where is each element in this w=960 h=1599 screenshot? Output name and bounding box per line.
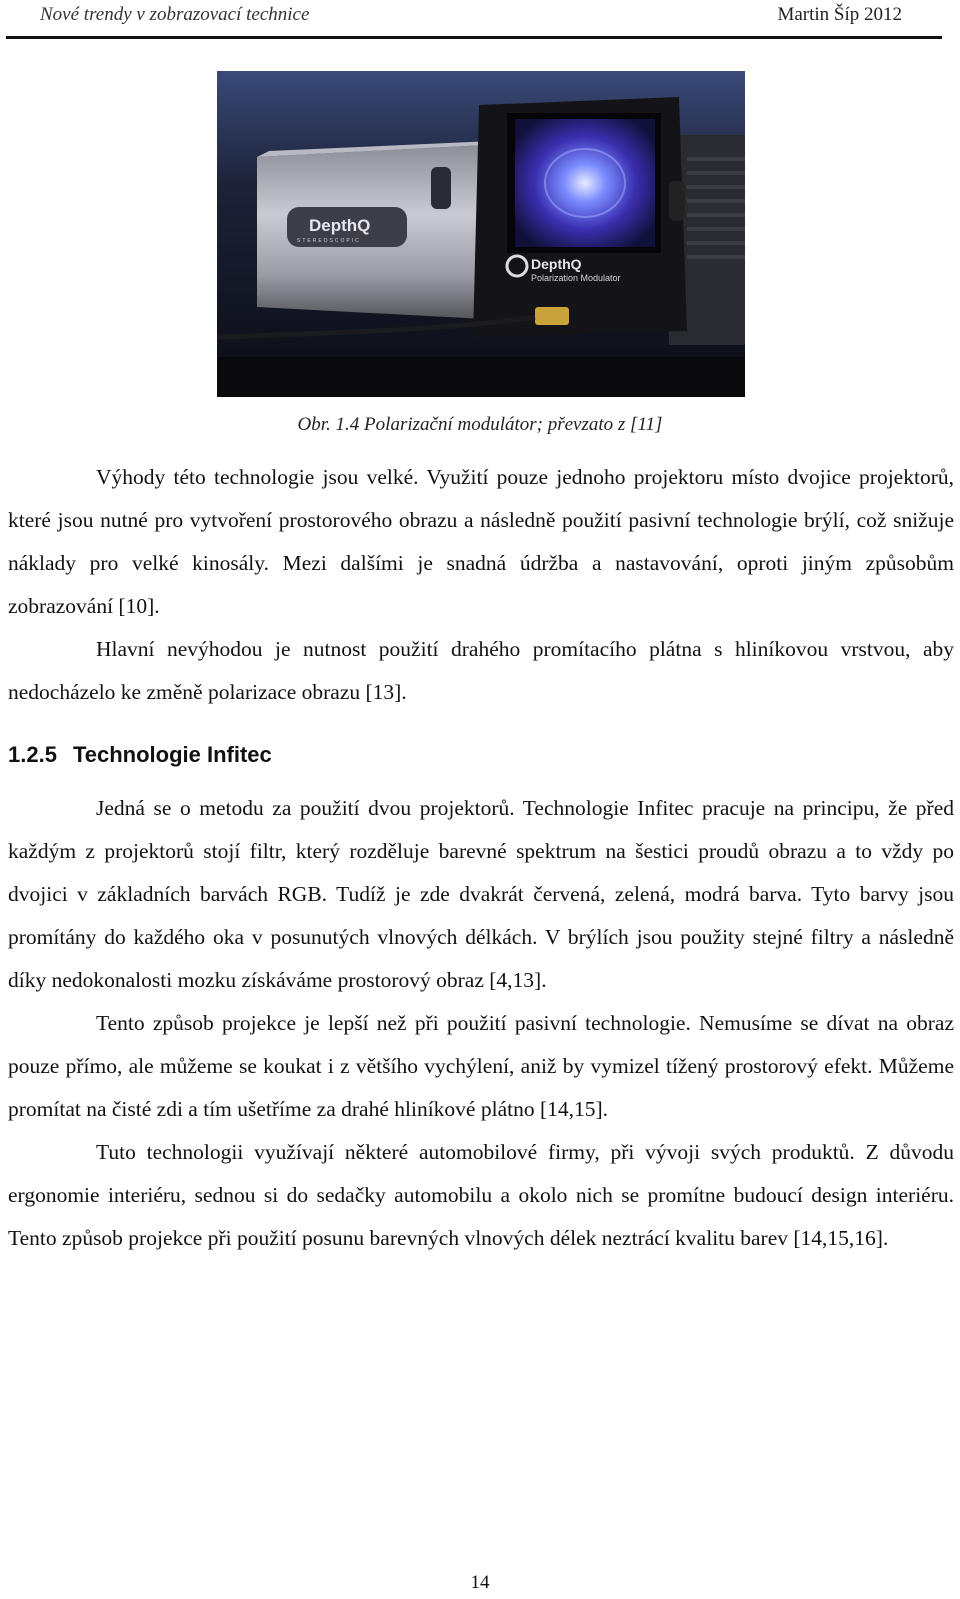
paragraph: Výhody této technologie jsou velké. Využití pouze jednoho projektoru místo dvojice projektorů, které jsou nutné pro vytvoření prostorového obrazu a následně použití pasivní technologie brýlí, což snižuje náklady pro velké kinosály. Mezi dalšími je snadná údržba a nastavování, oproti jiným způsobům zobrazování [10]. [8, 465, 954, 618]
paragraph: Jedná se o metodu za použití dvou projektorů. Technologie Infitec pracuje na principu, že před každým z projektorů stojí filtr, který rozděluje barevné spektrum na šestici proudů obrazu a to vždy po dvojici v základních barvách RGB. Tudíž je zde dvakrát červená, zelená, modrá barva. Tyto barvy jsou promítány do každého oka v posunutých vlnových délkách. V brýlích jsou použity stejné filtry a následně díky nedokonalosti mozku získáváme prostorový obraz [4,13]. [8, 796, 954, 992]
section-number: 1.2.5 [8, 742, 57, 767]
header-author-year: Martin Šíp 2012 [777, 4, 902, 25]
paragraph: Hlavní nevýhodou je nutnost použití drahého promítacího plátna s hliníkovou vrstvou, aby nedocházelo ke změně polarizace obrazu [13]. [8, 637, 954, 704]
projector-logo-subtext: STEREOSCOPIC [297, 238, 361, 244]
section-heading [8, 742, 272, 768]
projector-logo-text: DepthQ [309, 216, 371, 235]
body-section-1 [8, 456, 954, 714]
projector-photo [217, 71, 745, 397]
figure-caption: Obr. 1.4 Polarizační modulátor; převzato z [11] [297, 414, 663, 435]
modulator-logo-text: DepthQ [531, 256, 582, 272]
page-number: 14 [470, 1572, 490, 1593]
header-title: Nové trendy v zobrazovací technice [40, 4, 310, 25]
modulator-logo-subtext: Polarization Modulator [531, 273, 621, 283]
section-title: Technologie Infitec [72, 742, 272, 767]
body-section-2 [8, 787, 954, 1260]
paragraph: Tento způsob projekce je lepší než při použití pasivní technologie. Nemusíme se dívat na obraz pouze přímo, ale můžeme se koukat i z většího vychýlení, aniž by vymizel tížený prostorový efekt. Můžeme promítat na čisté zdi a tím ušetříme za drahé hliníkové plátno [14,15]. [8, 1011, 954, 1121]
page-header [6, 0, 942, 39]
paragraph: Tuto technologii využívají některé automobilové firmy, při vývoji svých produktů. Z důvodu ergonomie interiéru, sednou si do sedačky automobilu a okolo nich se promítne budoucí design interiéru. Tento způsob projekce při použití posunu barevných vlnových délek neztrácí kvalitu barev [14,15,16]. [8, 1140, 954, 1250]
figure-polarization-modulator [217, 71, 745, 397]
